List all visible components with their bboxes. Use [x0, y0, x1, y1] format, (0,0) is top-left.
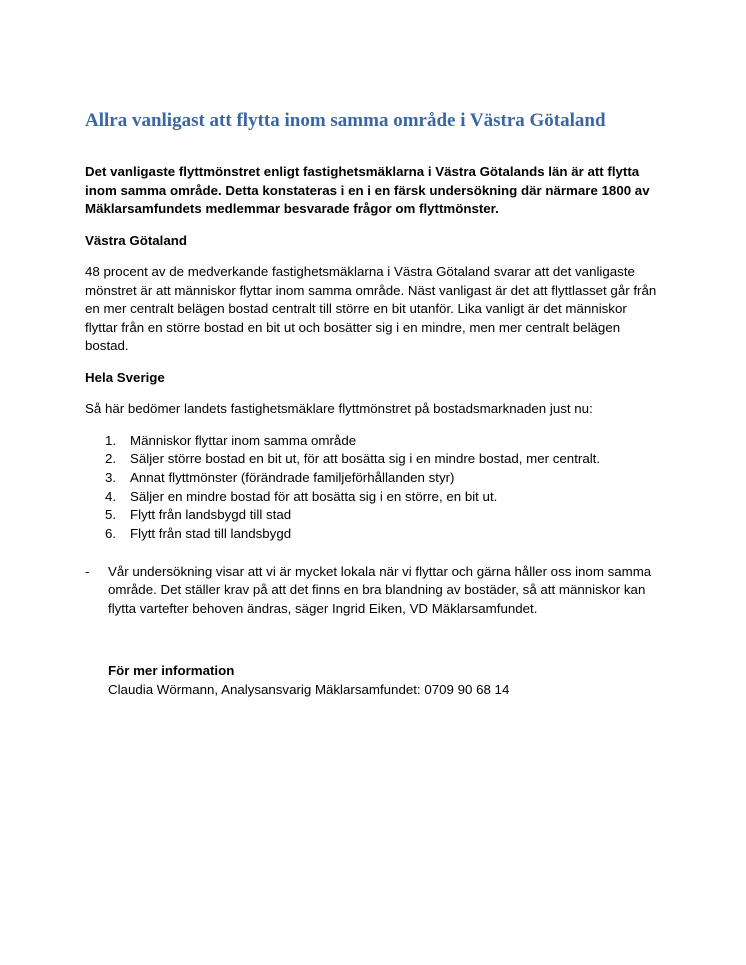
document-content — [85, 110, 662, 699]
move-pattern-list — [85, 432, 662, 544]
section-body-hela-sverige: Så här bedömer landets fastighetsmäklare flyttmönstret på bostadsmarknaden just nu: — [85, 401, 593, 416]
contact-line: Claudia Wörmann, Analysansvarig Mäklarsamfundet: 0709 90 68 14 — [108, 681, 510, 697]
page-title: Allra vanligast att flytta inom samma område i Västra Götaland — [85, 110, 606, 131]
quote-text: Vår undersökning visar att vi är mycket lokala när vi flyttar och gärna håller oss inom samma område. Det ställer krav på att det finns en bra blandning av bostäder, så att människor kan flytta vartefter behoven ändras, säger Ingrid Eiken, VD Mäklarsamfundet. — [108, 563, 652, 616]
list-item: Människor flyttar inom samma område — [130, 432, 357, 448]
quote-paragraph — [85, 563, 662, 619]
list-item: Säljer större bostad en bit ut, för att bosätta sig i en mindre bostad, mer centralt. — [130, 451, 601, 467]
section-body-vastra-gotaland: 48 procent av de medverkande fastighetsmäklarna i Västra Götaland svarar att det vanligaste mönstret är att människor flyttar inom samma område. Näst vanligast är det att flyttlasset går från en mer centralt belägen bostad centralt till större en bit utanför. Lika vanligt är det människor flyttar från en större bostad en bit ut och bosätter sig i en mindre, men mer centralt belägen bostad. — [85, 264, 657, 353]
intro-paragraph: Det vanligaste flyttmönstret enligt fastighetsmäklarna i Västra Götalands län är att flytta inom samma område. Detta konstateras i en i en färsk undersökning där närmare 1800 av Mäklarsamfundets medlemmar besvarade frågor om flyttmönster. — [85, 164, 650, 216]
section-heading-hela-sverige: Hela Sverige — [85, 369, 165, 385]
list-item: Säljer en mindre bostad för att bosätta sig i en större, en bit ut. — [130, 488, 498, 504]
list-item: Flytt från landsbygd till stad — [130, 507, 292, 523]
list-item: Flytt från stad till landsbygd — [130, 526, 292, 542]
contact-heading: För mer information — [108, 663, 235, 679]
section-heading-vastra-gotaland: Västra Götaland — [85, 232, 187, 248]
list-item: Annat flyttmönster (förändrade familjeförhållanden styr) — [130, 469, 455, 485]
contact-block — [108, 662, 662, 699]
quote-dash: - — [85, 563, 90, 579]
